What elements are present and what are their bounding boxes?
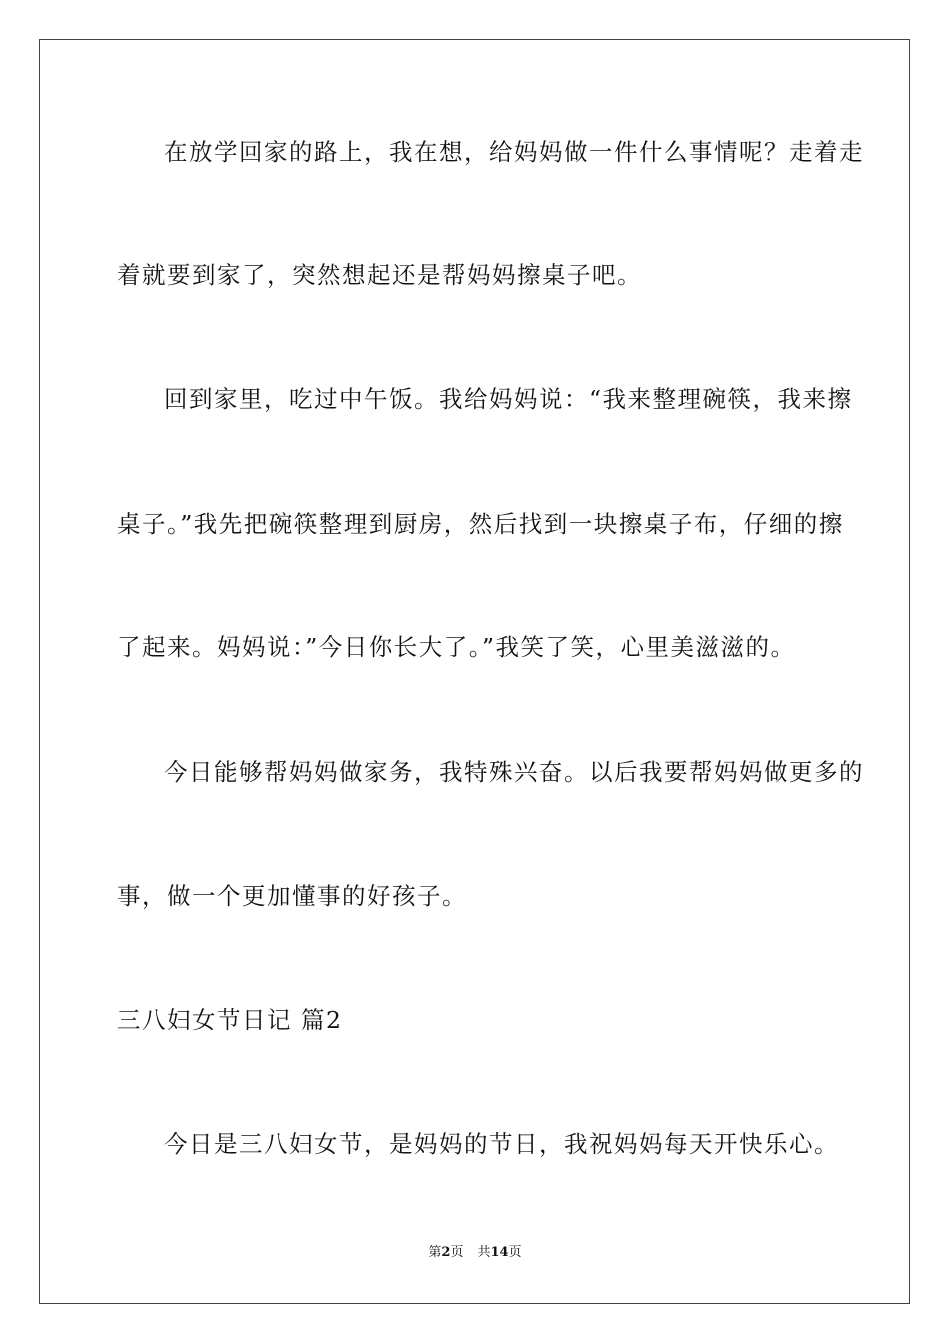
paragraph-line: 今日是三八妇女节，是妈妈的节日，我祝妈妈每天开快乐心。 [164, 1130, 839, 1158]
paragraph-line: 了起来。妈妈说：”今日你长大了。”我笑了笑，心里美滋滋的。 [117, 633, 796, 661]
paragraph-line: 事，做一个更加懂事的好孩子。 [117, 882, 467, 910]
total-suffix: 页 [508, 1245, 522, 1260]
page-footer [0, 1244, 950, 1262]
paragraph-line: 回到家里，吃过中午饭。我给妈妈说：“我来整理碗筷，我来擦 [164, 385, 853, 413]
page-number: 2 [441, 1245, 451, 1260]
page-suffix: 页 [450, 1245, 464, 1260]
section-heading: 三八妇女节日记 篇2 [117, 1006, 343, 1034]
paragraph-line: 着就要到家了，突然想起还是帮妈妈擦桌子吧。 [117, 261, 642, 289]
total-prefix: 共 [477, 1245, 491, 1260]
paragraph-line: 桌子。”我先把碗筷整理到厨房，然后找到一块擦桌子布，仔细的擦 [117, 510, 844, 538]
page-prefix: 第 [428, 1245, 442, 1260]
paragraph-line: 在放学回家的路上，我在想，给妈妈做一件什么事情呢？走着走 [164, 138, 864, 166]
page-border [39, 39, 910, 1304]
total-pages: 14 [490, 1245, 509, 1260]
paragraph-line: 今日能够帮妈妈做家务，我特殊兴奋。以后我要帮妈妈做更多的 [164, 758, 864, 786]
